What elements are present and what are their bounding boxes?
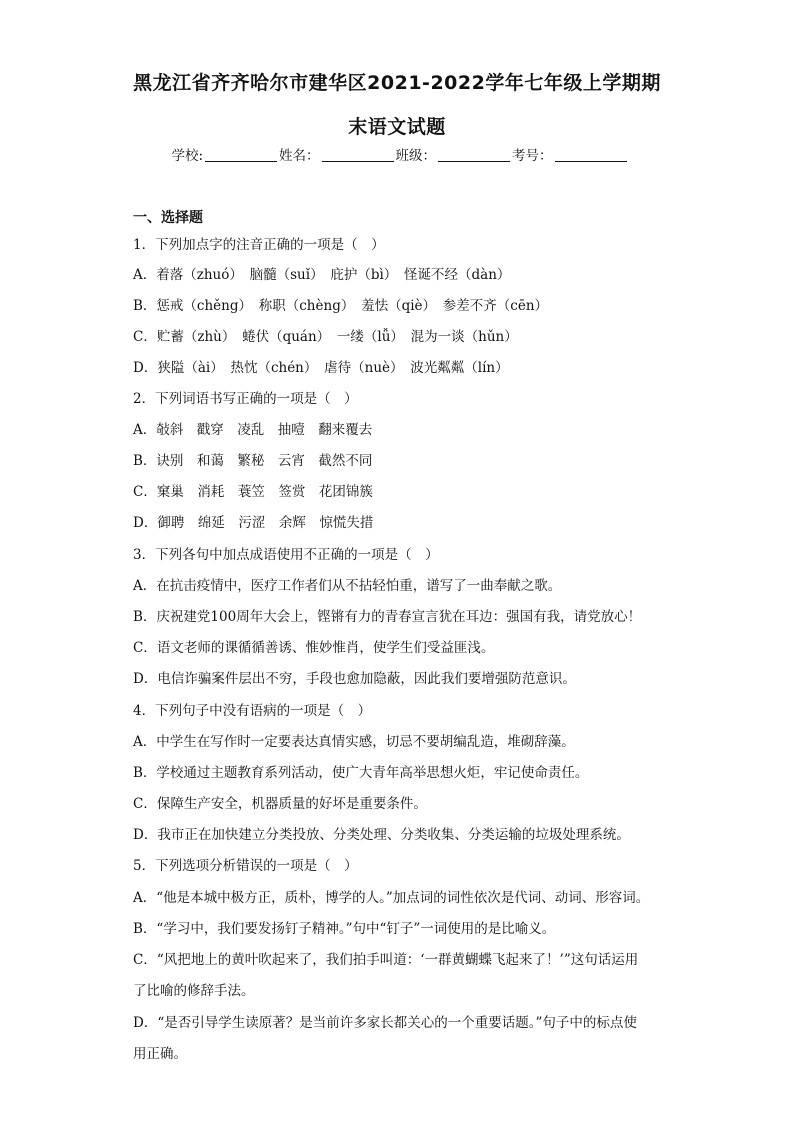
class-blank[interactable]	[438, 147, 510, 162]
option-line: A．敧斜 戳穿 凌乱 抽噎 翻来覆去	[133, 422, 373, 438]
number-label: 考号：	[512, 148, 553, 164]
option-line: D．御聘 绵延 污涩 余辉 惊慌失措	[133, 515, 374, 531]
question-line: 2．下列词语书写正确的一项是（ ）	[133, 391, 358, 407]
option-line: A．中学生在写作时一定要表达真情实感，切忌不要胡编乱造，堆砌辞藻。	[133, 734, 575, 750]
option-line: A．着落（zhuó） 脑髓（suǐ） 庇护（bì） 怪诞不经（dàn）	[133, 267, 511, 283]
school-blank[interactable]	[205, 147, 277, 162]
school-label: 学校:	[171, 148, 204, 164]
student-info-row	[140, 144, 660, 164]
option-line: B．诀别 和蔼 繁秘 云宵 截然不同	[133, 453, 373, 469]
class-label: 班级：	[395, 148, 437, 164]
option-line: B．学校通过主题教育系列活动，使广大青年高举思想火炬，牢记使命责任。	[133, 765, 589, 781]
option-line: B．惩戒（chěng） 称职（chèng） 羞怯（qiè） 参差不齐（cēn）	[133, 298, 549, 314]
option-line: D．“是否引导学生读原著？是当前许多家长都关心的一个重要话题。”句子中的标点使	[133, 1015, 637, 1031]
option-line: C．语文老师的课循循善诱、惟妙惟肖，使学生们受益匪浅。	[133, 640, 495, 656]
option-line: A．“他是本城中极方正，质朴，博学的人。”加点词的词性依次是代词、动词、形容词。	[133, 890, 650, 906]
option-line: D．狭隘（ài） 热忱（chén） 虐待（nuè） 波光粼粼（lín）	[133, 360, 509, 376]
option-line: B．庆祝建党100周年大会上，铿锵有力的青春宣言犹在耳边：强国有我，请党放心！	[133, 609, 642, 625]
option-line: B．“学习中，我们要发扬钉子精神。”句中“钉子”一词使用的是比喻义。	[133, 921, 556, 937]
option-line: C．“风把地上的黄叶吹起来了，我们拍手叫道：‘一群黄蝴蝶飞起来了！’”这句话运用	[133, 952, 639, 968]
option-line: D．我市正在加快建立分类投放、分类处理、分类收集、分类运输的垃圾处理系统。	[133, 827, 630, 843]
option-line: A．在抗击疫情中，医疗工作者们从不拈轻怕重，谱写了一曲奉献之歌。	[133, 578, 562, 594]
question-line: 4．下列句子中没有语病的一项是（ ）	[133, 703, 372, 719]
section-heading: 一、选择题	[133, 210, 203, 226]
option-line: C．保障生产安全，机器质量的好坏是重要条件。	[133, 796, 427, 812]
option-line: C．贮蓄（zhù） 蜷伏（quán） 一缕（lǚ） 混为一谈（hǔn）	[133, 329, 518, 345]
question-line: 5．下列选项分析错误的一项是（ ）	[133, 858, 358, 874]
question-line: 1．下列加点字的注音正确的一项是（ ）	[133, 237, 385, 253]
name-label: 姓名：	[279, 148, 320, 164]
number-blank[interactable]	[555, 147, 627, 162]
option-line-continued: 了比喻的修辞手法。	[133, 983, 255, 999]
question-line: 3．下列各句中加点成语使用不正确的一项是（ ）	[133, 547, 439, 563]
exam-title-line2: 末语文试题	[348, 116, 446, 138]
option-line-continued: 用正确。	[133, 1046, 187, 1062]
option-line: C．窠巢 消耗 蓑笠 签赏 花团锦簇	[133, 484, 373, 500]
name-blank[interactable]	[322, 147, 394, 162]
exam-title-line1: 黑龙江省齐齐哈尔市建华区2021-2022学年七年级上学期期	[133, 72, 661, 94]
option-line: D．电信诈骗案件层出不穷，手段也愈加隐蔽，因此我们要增强防范意识。	[133, 671, 576, 687]
